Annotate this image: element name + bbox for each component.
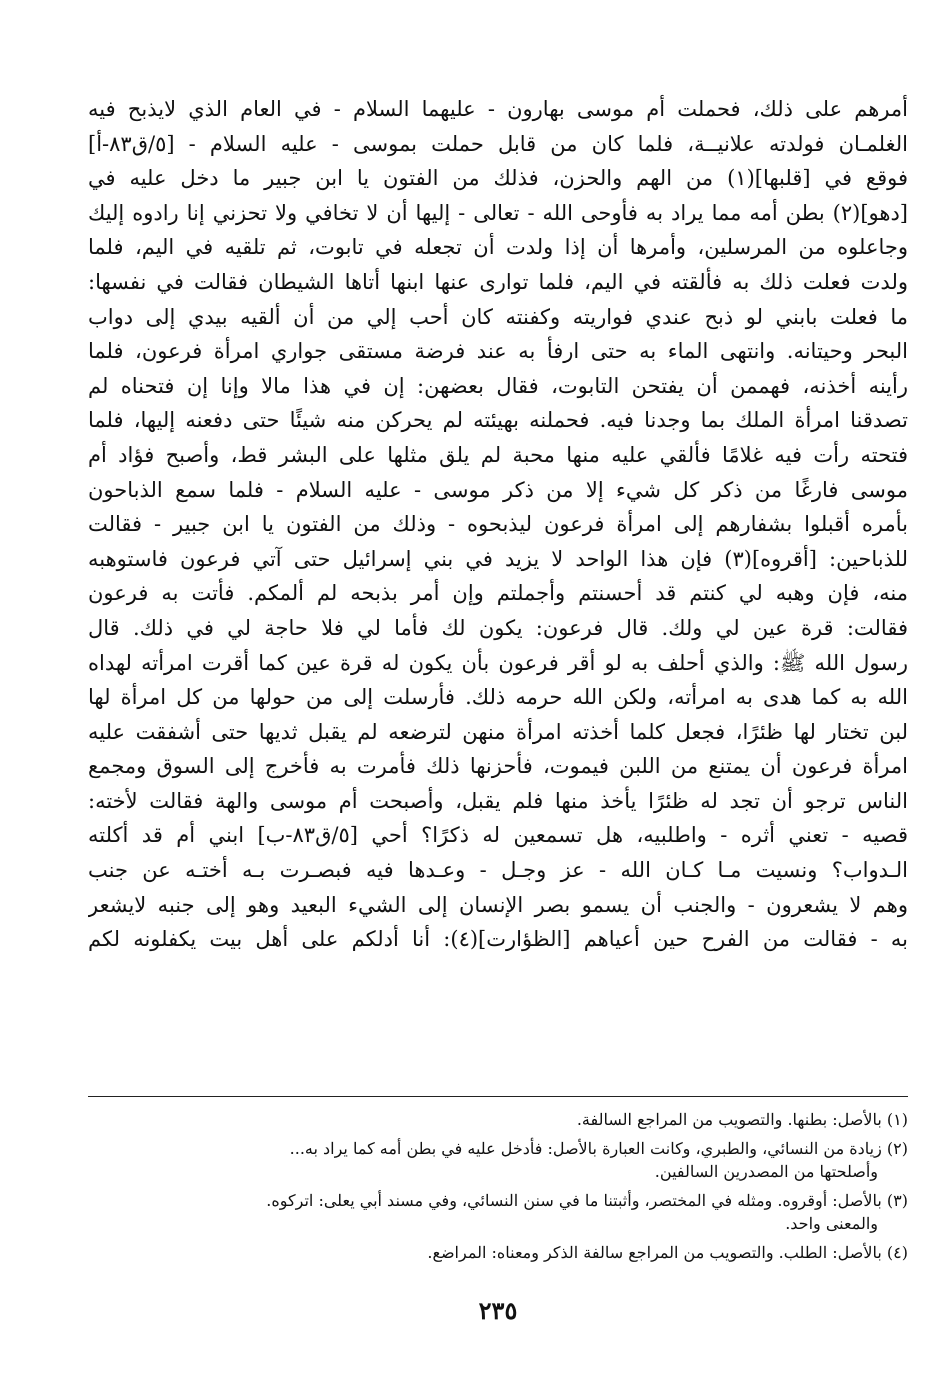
text-line: الغلمـان فولدته علانيــة، فلما كان من قابل حملت بموسى - عليه السلام - [٥/ق٨٣-أ]	[88, 131, 908, 156]
text-line: الله به كما هدى به امرأته، ولكن الله حرمه ذلك. فأرسلت إلى من حولها من كل امرأة لها	[88, 685, 908, 710]
text-line: امرأة فرعون أن يمتنع من اللبن فيموت، فأحزنها ذلك فأمرت به فأخرج إلى السوق ومجمع	[88, 754, 908, 779]
text-line: فتحته رأت فيه غلامًا فألقي عليه منها محبة لم يلق مثلها على البشر قط، وأصبح فؤاد أم	[88, 442, 908, 467]
text-line: به - فقالت من الفرح حين أعياهم [الظؤارت](٤): أنا أدلكم على أهل بيت يكفلونه لكم	[88, 927, 908, 952]
footnote-line: والمعنى واحد.	[785, 1214, 878, 1233]
text-line: رسول الله ﷺ: والذي أحلف به لو أقر فرعون بأن يكون له قرة عين كما أقرت امرأته لهداه	[88, 650, 908, 675]
text-line: لبن تختار لها ظئرًا، فجعل كلما أخذته امرأة منهن لترضعه لم يقبل ثديها حتى أشفقت عليه	[88, 719, 908, 744]
text-line: ما فعلت بابني لو ذبح عندي فواريته وكفنته كان أحب إلي من أن ألقيه بيدي إلى دواب	[88, 304, 908, 329]
footnote	[88, 1137, 908, 1183]
footnote-line: (٣) بالأصل: أوقروه. ومثله في المختصر، وأثبتنا ما في سنن النسائي، وفي مسند أبي يعلى: اتركوه.	[266, 1191, 908, 1210]
footnote-line: وأصلحتها من المصدرين السالفين.	[654, 1162, 878, 1181]
text-line: قصيه - تعني أثره - واطلبيه، هل تسمعين له ذكرًا؟ أحي [٥/ق٨٣-ب] ابني أم قد أكلته	[88, 823, 908, 848]
text-line: البحر وحيتانه. وانتهى الماء به حتى ارفأ به عند فرضة مستقى جواري امرأة فرعون، فلما	[88, 339, 908, 364]
text-line: أمرهم على ذلك، فحملت أم موسى بهارون - عليهما السلام - في العام الذي لايذبح فيه	[88, 97, 908, 121]
footnote	[88, 1241, 908, 1264]
text-line: موسى فارغًا من ذكر كل شيء إلا من ذكر موسى - عليه السلام - فلما سمع الذباحون	[88, 477, 908, 502]
text-line: للذباحين: [أقروه](٣) فإن هذا الواحد لا يزيد في بني إسرائيل حتى آتي فرعون فاستوهبه	[88, 546, 908, 571]
page-number: ٢٣٥	[478, 1296, 518, 1325]
footnote	[88, 1189, 908, 1235]
text-line: الناس ترجو أن تجد له ظئرًا يأخذ منها فلم يقبل، وأصبحت أم موسى والهة فقالت لأخته:	[88, 788, 908, 813]
main-text-block	[88, 92, 908, 957]
text-line: فقالت: قرة عين لي ولك. قال فرعون: يكون لك فأما لي فلا حاجة لي في ذلك. قال	[88, 615, 908, 640]
text-line: وجاعلوه من المرسلين، وأمرها أن إذا ولدت أن تجعله في تابوت، ثم تلقيه في اليم، فلما	[88, 235, 908, 260]
text-line: وهم لا يشعرون - والجنب أن يسمو بصر الإنسان إلى الشيء البعيد وهو إلى جنبه لايشعر	[88, 892, 908, 917]
text-line: الـدواب؟ ونسيت مـا كـان الله - عز وجـل - وعـدها فيه فبصـرت بـه أختـه عن جنب	[88, 858, 908, 883]
text-line: رأينه أخذنه، فهممن أن يفتحن التابوت، فقال بعضهن: إن في هذا مالا وإنا إن فتحناه لم	[88, 373, 908, 398]
footnote-separator	[88, 1096, 908, 1097]
text-line: منه، فإن وهبه لي كنتم قد أحسنتم وأجملتم وإن أمر بذبحه لم ألمكم. فأتت به فرعون	[88, 581, 908, 606]
footnote-line: (٤) بالأصل: الطلب. والتصويب من المراجع سالفة الذكر ومعناه: المراضع.	[427, 1243, 908, 1262]
text-line: [دهو](٢) بطن أمه مما يراد به فأوحى الله - تعالى - إليها أن لا تخافي ولا تحزني إنا رادوه إليك	[88, 200, 908, 225]
footnote	[88, 1108, 908, 1131]
text-line: بأمره أقبلوا بشفارهم إلى امرأة فرعون ليذبحوه - وذلك من الفتون يا ابن جبير - فقالت	[88, 512, 908, 537]
text-line: ولدت فعلت ذلك به فألقته في اليم، فلما توارى عنها ابنها أتاها الشيطان فقالت في نفسها:	[88, 269, 908, 294]
text-line: تصدقنا امرأة الملك بما وجدنا فيه. فحملنه بهيئته لم يحركن منه شيئًا حتى دفعنه إليها، فلما	[88, 408, 908, 433]
text-line: فوقع في [قلبها](١) من الهم والحزن، فذلك من الفتون يا ابن جبير ما دخل عليه في	[88, 166, 908, 191]
footnote-line: (٢) زيادة من النسائي، والطبري، وكانت العبارة بالأصل: فأدخل عليه في بطن أمه كما يراد به...	[289, 1139, 908, 1158]
footnotes-block	[88, 1108, 908, 1270]
footnote-line: (١) بالأصل: بطنها. والتصويب من المراجع السالفة.	[576, 1110, 908, 1129]
document-page	[88, 92, 908, 1362]
